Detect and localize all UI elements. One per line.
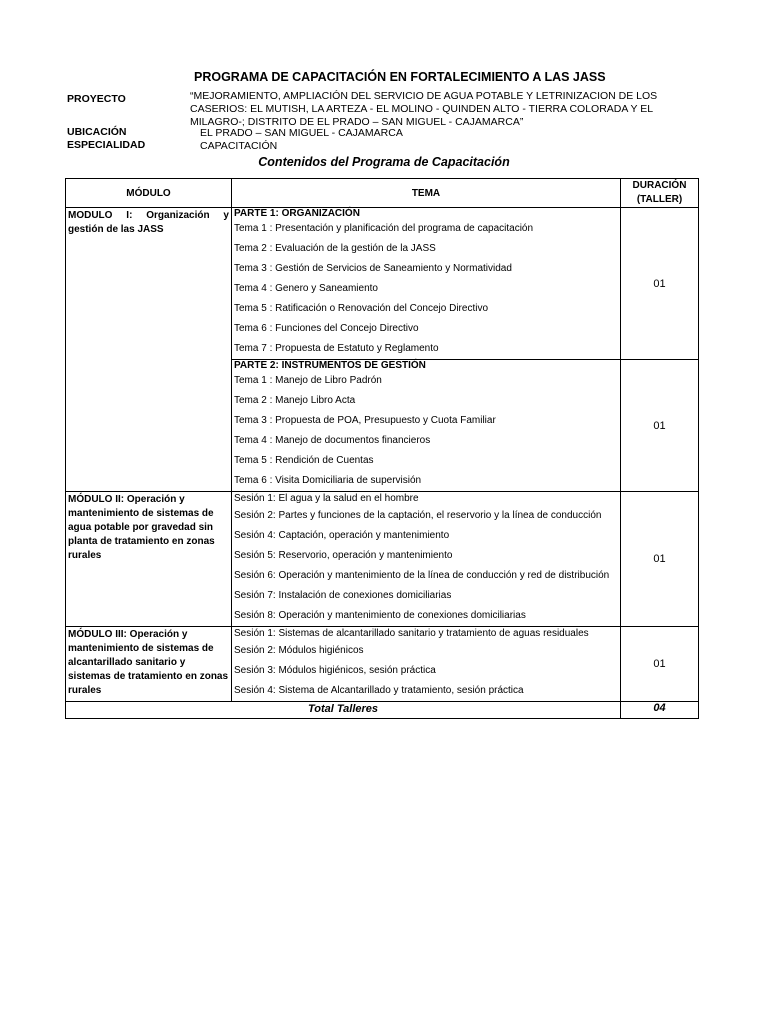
topic-item: Sesión 2: Módulos higiénicos xyxy=(234,645,364,656)
topic-item: Tema 7 : Propuesta de Estatuto y Reglamento xyxy=(234,343,439,354)
topic-item: Tema 3 : Propuesta de POA, Presupuesto y Cuota Familiar xyxy=(234,415,496,426)
total-value: 04 xyxy=(621,702,699,719)
module-cell: MÓDULO III: Operación y mantenimiento de sistemas de alcantarillado sanitario y sistemas de tratamiento en zonas rurales xyxy=(66,627,232,702)
topic-item: Tema 2 : Manejo Libro Acta xyxy=(234,395,356,406)
module-cell: MODULO I: Organización y gestión de las JASS xyxy=(66,208,232,492)
column-header-tema: TEMA xyxy=(232,179,621,208)
table-header-row xyxy=(66,179,699,208)
duration-cell: 01 xyxy=(621,360,699,492)
duracion-header-line-1: DURACIÓN xyxy=(632,180,687,191)
proyecto-label: PROYECTO xyxy=(67,93,126,105)
total-row xyxy=(66,702,699,719)
topic-item: Tema 1 : Presentación y planificación del programa de capacitación xyxy=(234,223,534,234)
especialidad-value: CAPACITACIÓN xyxy=(200,140,278,152)
column-header-modulo: MÓDULO xyxy=(66,179,232,208)
column-header-duracion xyxy=(621,179,699,208)
total-label: Total Talleres xyxy=(66,702,621,719)
topic-item: Sesión 1: El agua y la salud en el hombre xyxy=(234,493,419,504)
duration-cell: 01 xyxy=(621,492,699,627)
table-row xyxy=(66,627,699,702)
topic-item: Sesión 7: Instalación de conexiones domiciliarias xyxy=(234,590,452,601)
table-row xyxy=(66,492,699,627)
table-row xyxy=(66,208,699,360)
table-subtitle: Contenidos del Programa de Capacitación xyxy=(258,155,510,169)
topic-item: Tema 5 : Rendición de Cuentas xyxy=(234,455,374,466)
topics-cell xyxy=(232,208,621,360)
topic-item: Sesión 6: Operación y mantenimiento de la línea de conducción y red de distribución xyxy=(234,570,610,581)
topic-item: Tema 6 : Visita Domiciliaria de supervisión xyxy=(234,475,422,486)
module-cell: MÓDULO II: Operación y mantenimiento de sistemas de agua potable por gravedad sin planta de tratamiento en zonas rurales xyxy=(66,492,232,627)
topics-cell xyxy=(232,360,621,492)
ubicacion-value: EL PRADO – SAN MIGUEL - CAJAMARCA xyxy=(200,127,403,139)
topic-item: Tema 6 : Funciones del Concejo Directivo xyxy=(234,323,419,334)
document-title: PROGRAMA DE CAPACITACIÓN EN FORTALECIMIENTO A LAS JASS xyxy=(194,70,606,84)
topic-item: Tema 2 : Evaluación de la gestión de la JASS xyxy=(234,243,436,254)
topic-item: Sesión 4: Sistema de Alcantarillado y tratamiento, sesión práctica xyxy=(234,685,524,696)
part-heading: PARTE 1: ORGANIZACIÓN xyxy=(234,208,360,219)
proyecto-value: “MEJORAMIENTO, AMPLIACIÓN DEL SERVICIO DE AGUA POTABLE Y LETRINIZACION DE LOS CASERIOS: EL MUTISH, LA ARTEZA - EL MOLINO - QUINDEN ALTO - TIERRA COLORADA Y EL MILAGRO-; DISTRITO DE EL PRADO – SAN MIGUEL - CAJAMARCA” xyxy=(190,90,658,128)
topic-item: Tema 4 : Genero y Saneamiento xyxy=(234,283,378,294)
topic-item: Sesión 8: Operación y mantenimiento de conexiones domiciliarias xyxy=(234,610,526,621)
topic-item: Tema 1 : Manejo de Libro Padrón xyxy=(234,375,382,386)
topics-cell xyxy=(232,492,621,627)
topic-item: Sesión 4: Captación, operación y mantenimiento xyxy=(234,530,450,541)
ubicacion-label: UBICACIÓN xyxy=(67,126,127,138)
topics-cell xyxy=(232,627,621,702)
topic-item: Sesión 2: Partes y funciones de la captación, el reservorio y la línea de conducción xyxy=(234,510,602,521)
part-heading: PARTE 2: INSTRUMENTOS DE GESTIÓN xyxy=(234,360,426,371)
topic-item: Sesión 1: Sistemas de alcantarillado sanitario y tratamiento de aguas residuales xyxy=(234,628,589,639)
duration-cell: 01 xyxy=(621,208,699,360)
topic-item: Sesión 5: Reservorio, operación y mantenimiento xyxy=(234,550,453,561)
topic-item: Tema 4 : Manejo de documentos financieros xyxy=(234,435,431,446)
topic-item: Sesión 3: Módulos higiénicos, sesión práctica xyxy=(234,665,436,676)
duration-cell: 01 xyxy=(621,627,699,702)
especialidad-label: ESPECIALIDAD xyxy=(67,139,146,151)
training-program-table xyxy=(65,178,699,719)
duracion-header-line-2: (TALLER) xyxy=(636,194,683,205)
topic-item: Tema 5 : Ratificación o Renovación del Concejo Directivo xyxy=(234,303,489,314)
topic-item: Tema 3 : Gestión de Servicios de Saneamiento y Normatividad xyxy=(234,263,512,274)
